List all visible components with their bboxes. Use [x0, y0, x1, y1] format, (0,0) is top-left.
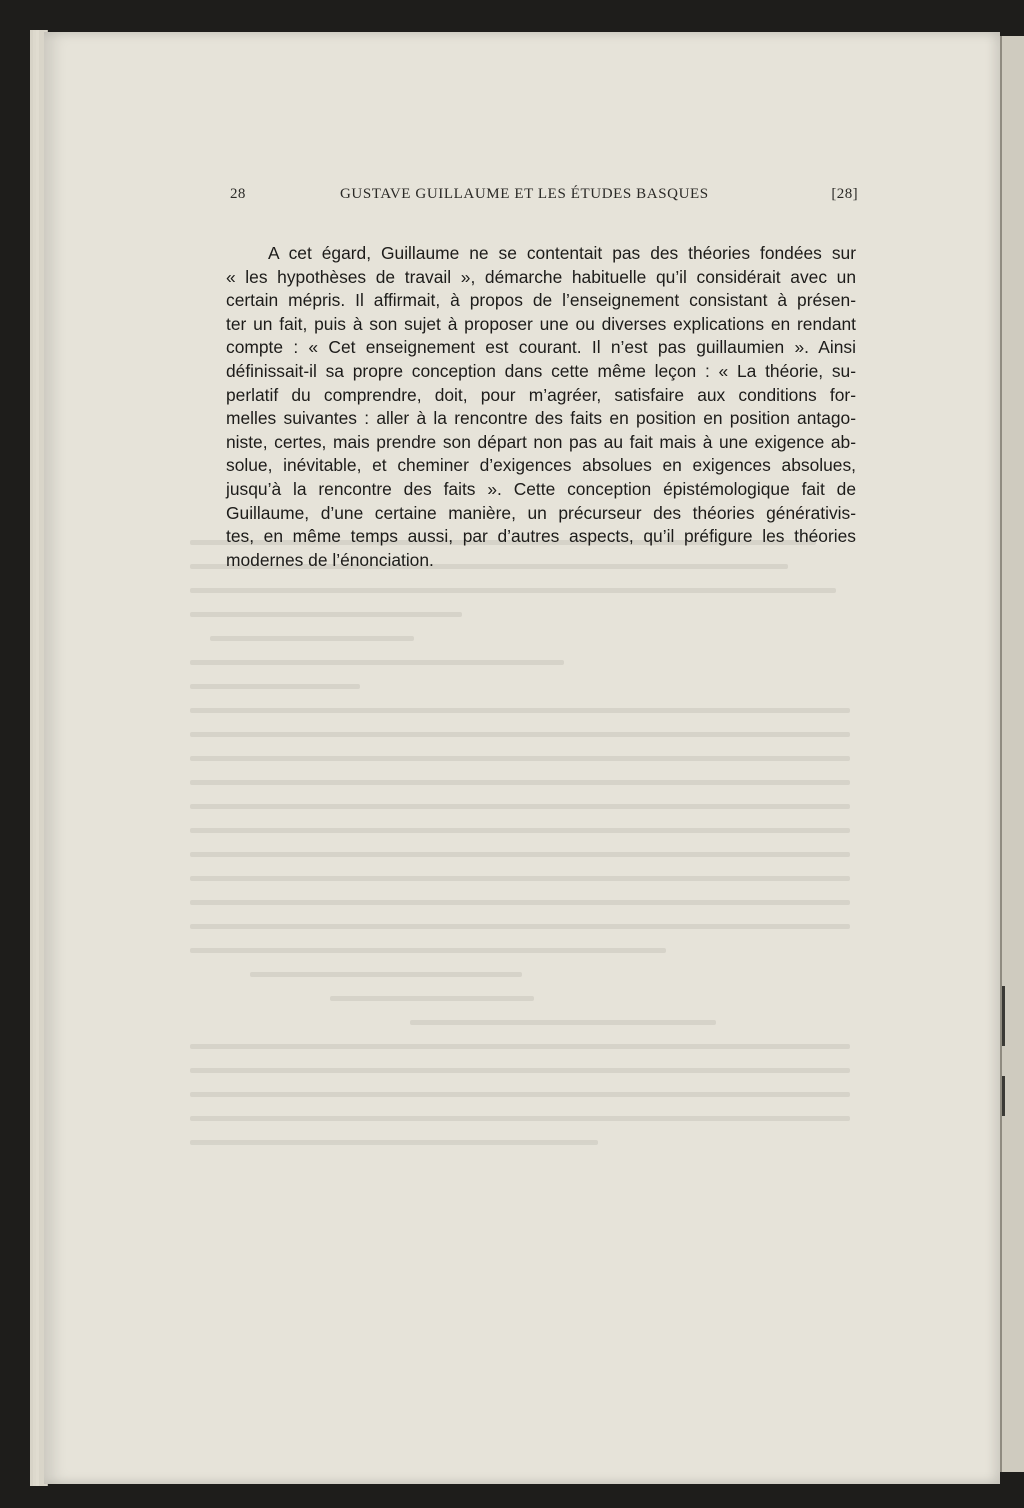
- text-line: melles suivantes : aller à la rencontre des faits en position en position antago-: [226, 408, 856, 429]
- show-through-text: [190, 540, 870, 1300]
- bracketed-page-number: [28]: [831, 186, 858, 202]
- text-line: définissait-il sa propre conception dans cette même leçon : « La théorie, su-: [226, 360, 856, 381]
- body-paragraph: [226, 242, 856, 572]
- running-title: GUSTAVE GUILLAUME ET LES ÉTUDES BASQUES: [340, 186, 709, 202]
- text-line: niste, certes, mais prendre son départ non pas au fait mais à une exigence ab-: [226, 431, 856, 452]
- adjacent-page-edge: [1000, 36, 1024, 1472]
- text-line: modernes de l’énonciation.: [226, 549, 434, 570]
- text-line: solue, inévitable, et cheminer d’exigences absolues en exigences absolues,: [226, 455, 856, 476]
- text-line: compte : « Cet enseignement est courant. Il n’est pas guillaumien ». Ainsi: [226, 337, 856, 358]
- text-line: A cet égard, Guillaume ne se contentait pas des théories fondées sur: [268, 243, 856, 263]
- text-line: certain mépris. Il affirmait, à propos de l’enseignement consistant à présen-: [226, 290, 856, 311]
- text-line: tes, en même temps aussi, par d’autres aspects, qu’il préfigure les théories: [226, 526, 856, 547]
- text-line: jusqu’à la rencontre des faits ». Cette conception épistémologique fait de: [226, 478, 856, 499]
- page-edge-mark: [1002, 986, 1005, 1046]
- page-edge-mark: [1002, 1076, 1005, 1116]
- text-line: ter un fait, puis à son sujet à proposer une ou diverses explications en rendant: [226, 313, 856, 334]
- text-line: Guillaume, d’une certaine manière, un précurseur des théories générativis-: [226, 502, 856, 523]
- text-line: « les hypothèses de travail », démarche habituelle qu’il considérait avec un: [226, 266, 856, 287]
- running-head: [230, 186, 858, 206]
- text-line: perlatif du comprendre, doit, pour m’agréer, satisfaire aux conditions for-: [226, 384, 856, 405]
- page-number: 28: [230, 186, 246, 202]
